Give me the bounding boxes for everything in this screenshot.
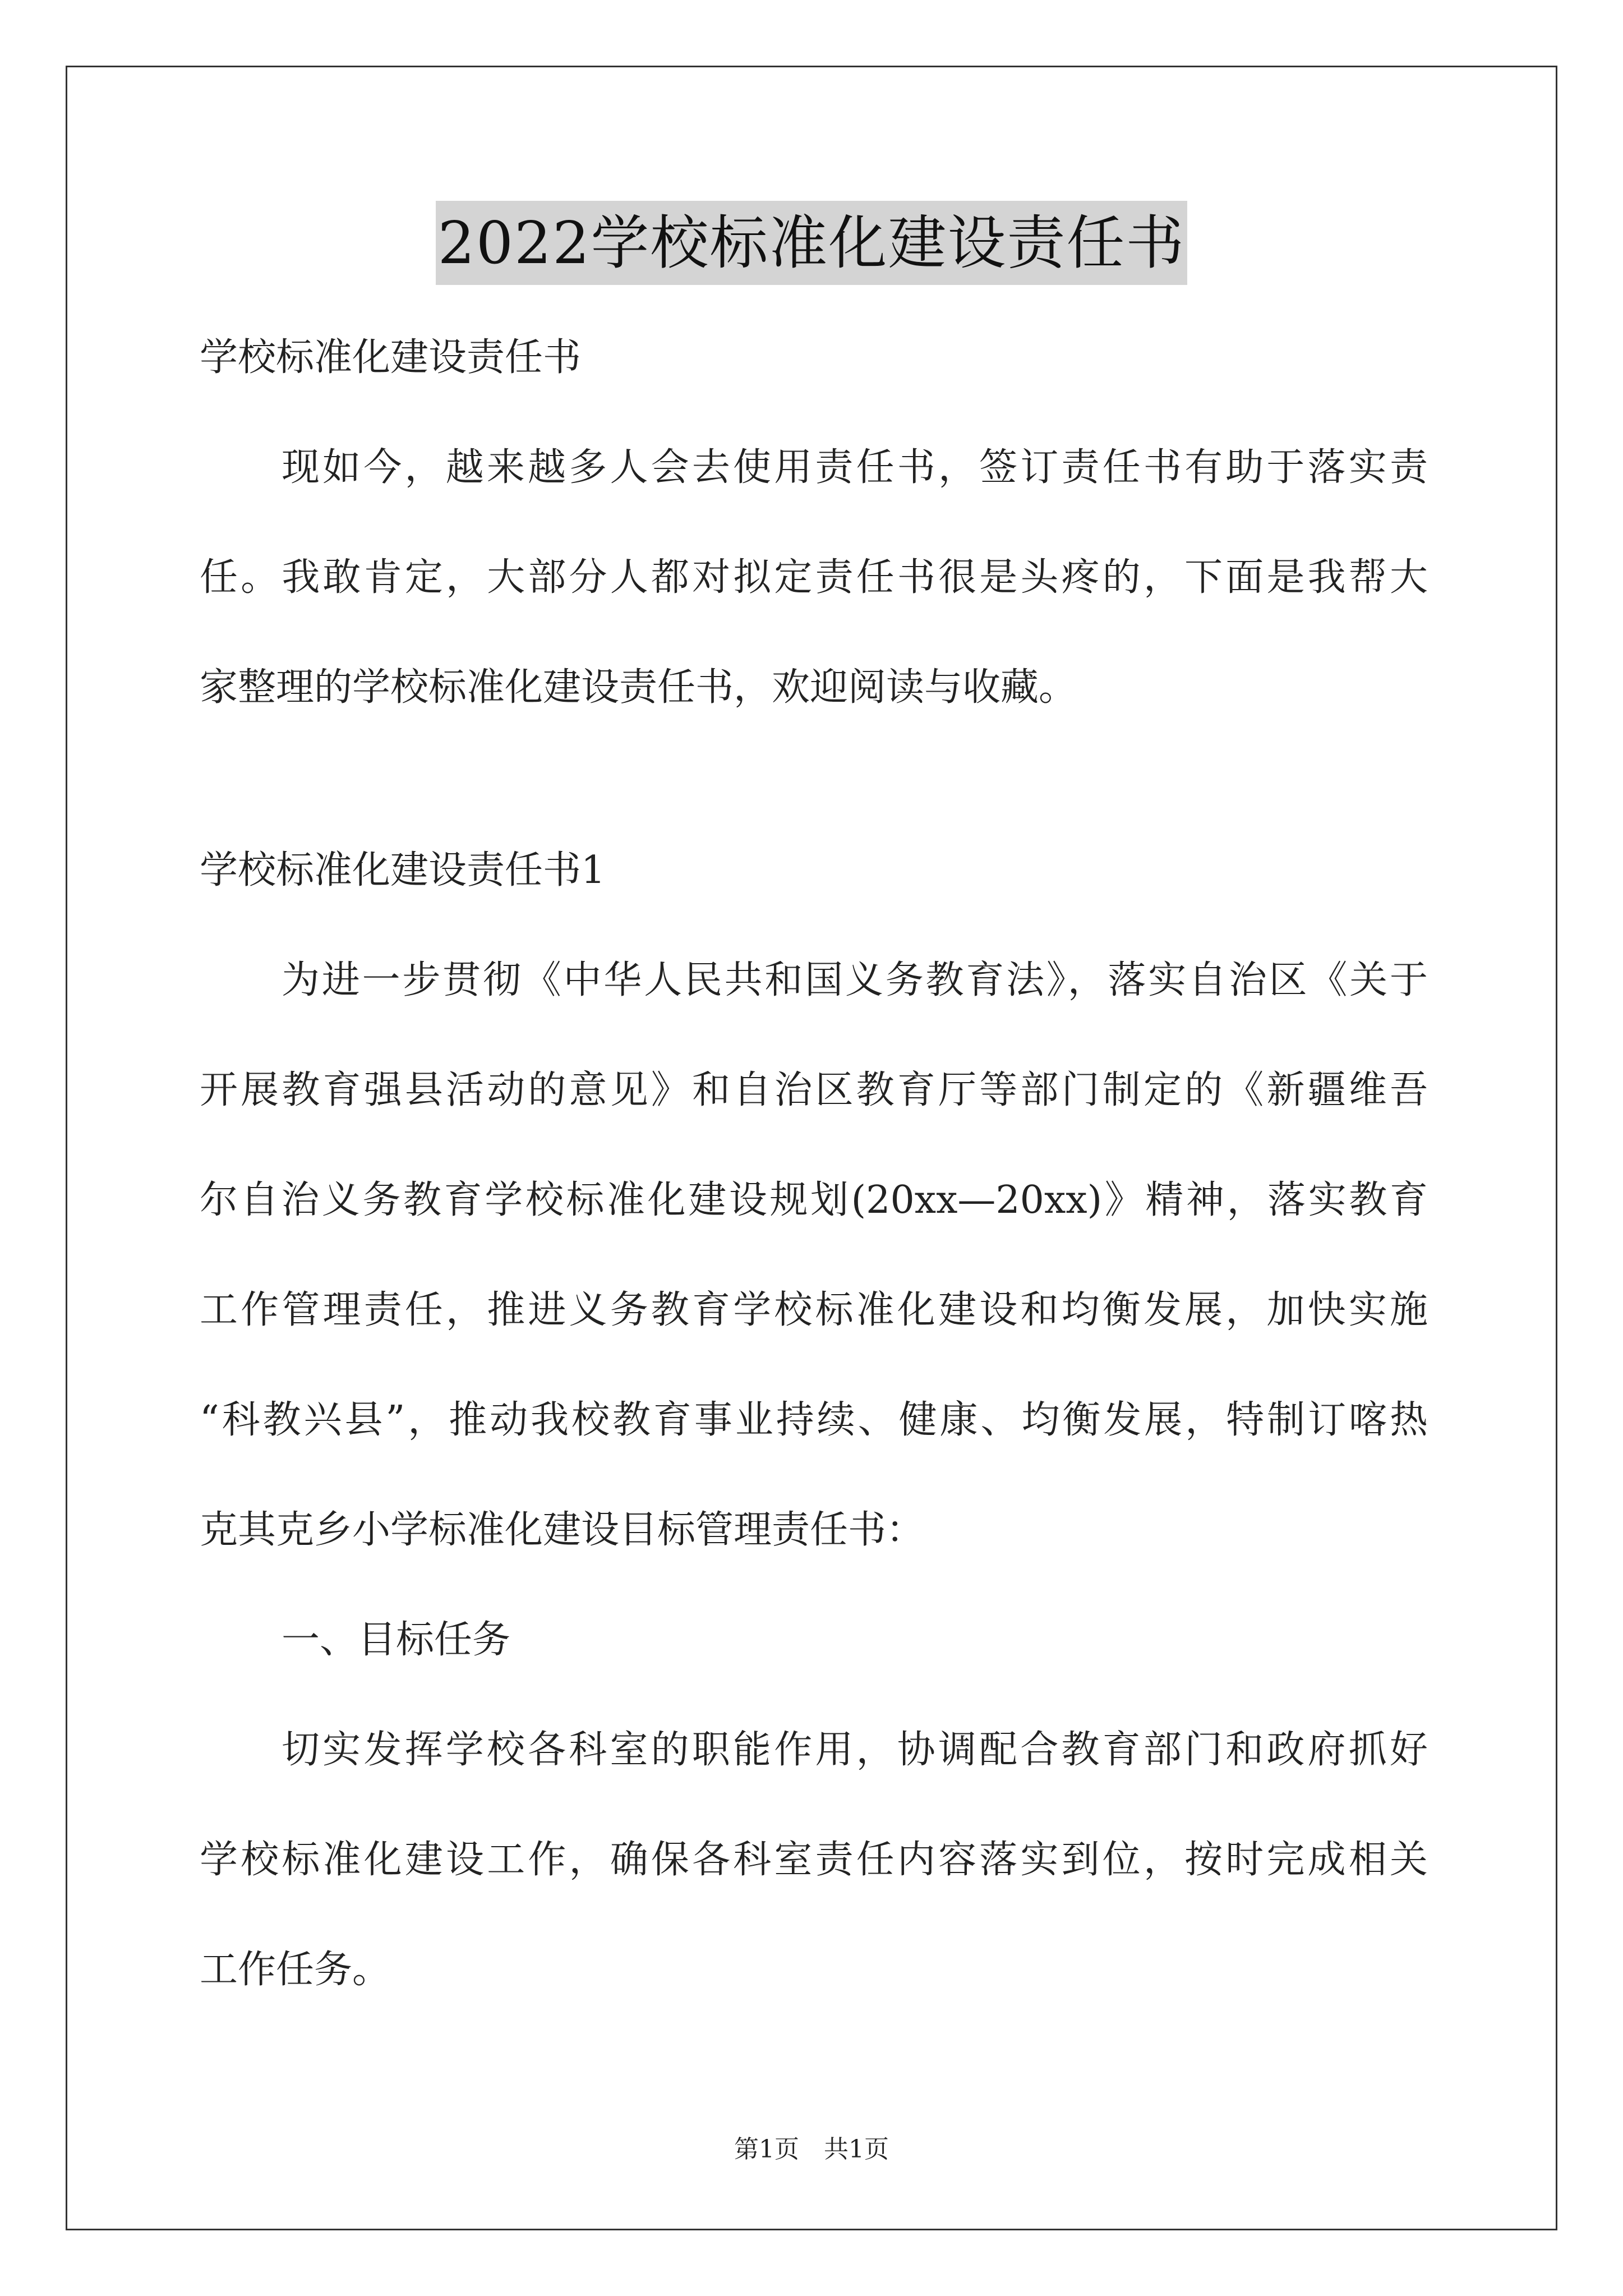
section1-paragraph — [200, 926, 1428, 1585]
document-title: 2022学校标准化建设责任书 — [436, 201, 1188, 285]
paragraph-line: 工作任务。 — [200, 1948, 391, 1992]
paragraph-line: “科教兴县”，推动我校教育事业持续、健康、均衡发展，特制订喀热 — [200, 1398, 1428, 1442]
paragraph-line: 现如今，越来越多人会去使用责任书，签订责任书有助于落实责 — [282, 445, 1428, 490]
paragraph-line: 尔自治义务教育学校标准化建设规划(20xx—20xx)》精神，落实教育 — [200, 1178, 1428, 1222]
document-heading: 学校标准化建设责任书 — [200, 335, 582, 380]
title-container — [0, 201, 1623, 285]
item1-paragraph — [200, 1695, 1428, 2025]
page-footer: 第1页 共1页 — [734, 2135, 889, 2164]
paragraph-line: 开展教育强县活动的意见》和自治区教育厅等部门制定的《新疆维吾 — [200, 1068, 1428, 1112]
item-heading: 一、目标任务 — [282, 1618, 511, 1662]
document-body — [200, 303, 1428, 2025]
paragraph-line: 任。我敢肯定，大部分人都对拟定责任书很是头疼的，下面是我帮大 — [200, 555, 1428, 600]
section-heading: 学校标准化建设责任书1 — [200, 848, 606, 892]
paragraph-line: 克其克乡小学标准化建设目标管理责任书： — [200, 1508, 925, 1552]
spacer — [200, 743, 1428, 816]
paragraph-line: 工作管理责任，推进义务教育学校标准化建设和均衡发展，加快实施 — [200, 1288, 1428, 1332]
paragraph-line: 家整理的学校标准化建设责任书，欢迎阅读与收藏。 — [200, 665, 1077, 710]
paragraph-line: 学校标准化建设工作，确保各科室责任内容落实到位，按时完成相关 — [200, 1838, 1428, 1882]
paragraph-line: 为进一步贯彻《中华人民共和国义务教育法》，落实自治区《关于 — [282, 958, 1428, 1002]
paragraph-line: 切实发挥学校各科室的职能作用，协调配合教育部门和政府抓好 — [282, 1728, 1428, 1772]
intro-paragraph — [200, 413, 1428, 743]
